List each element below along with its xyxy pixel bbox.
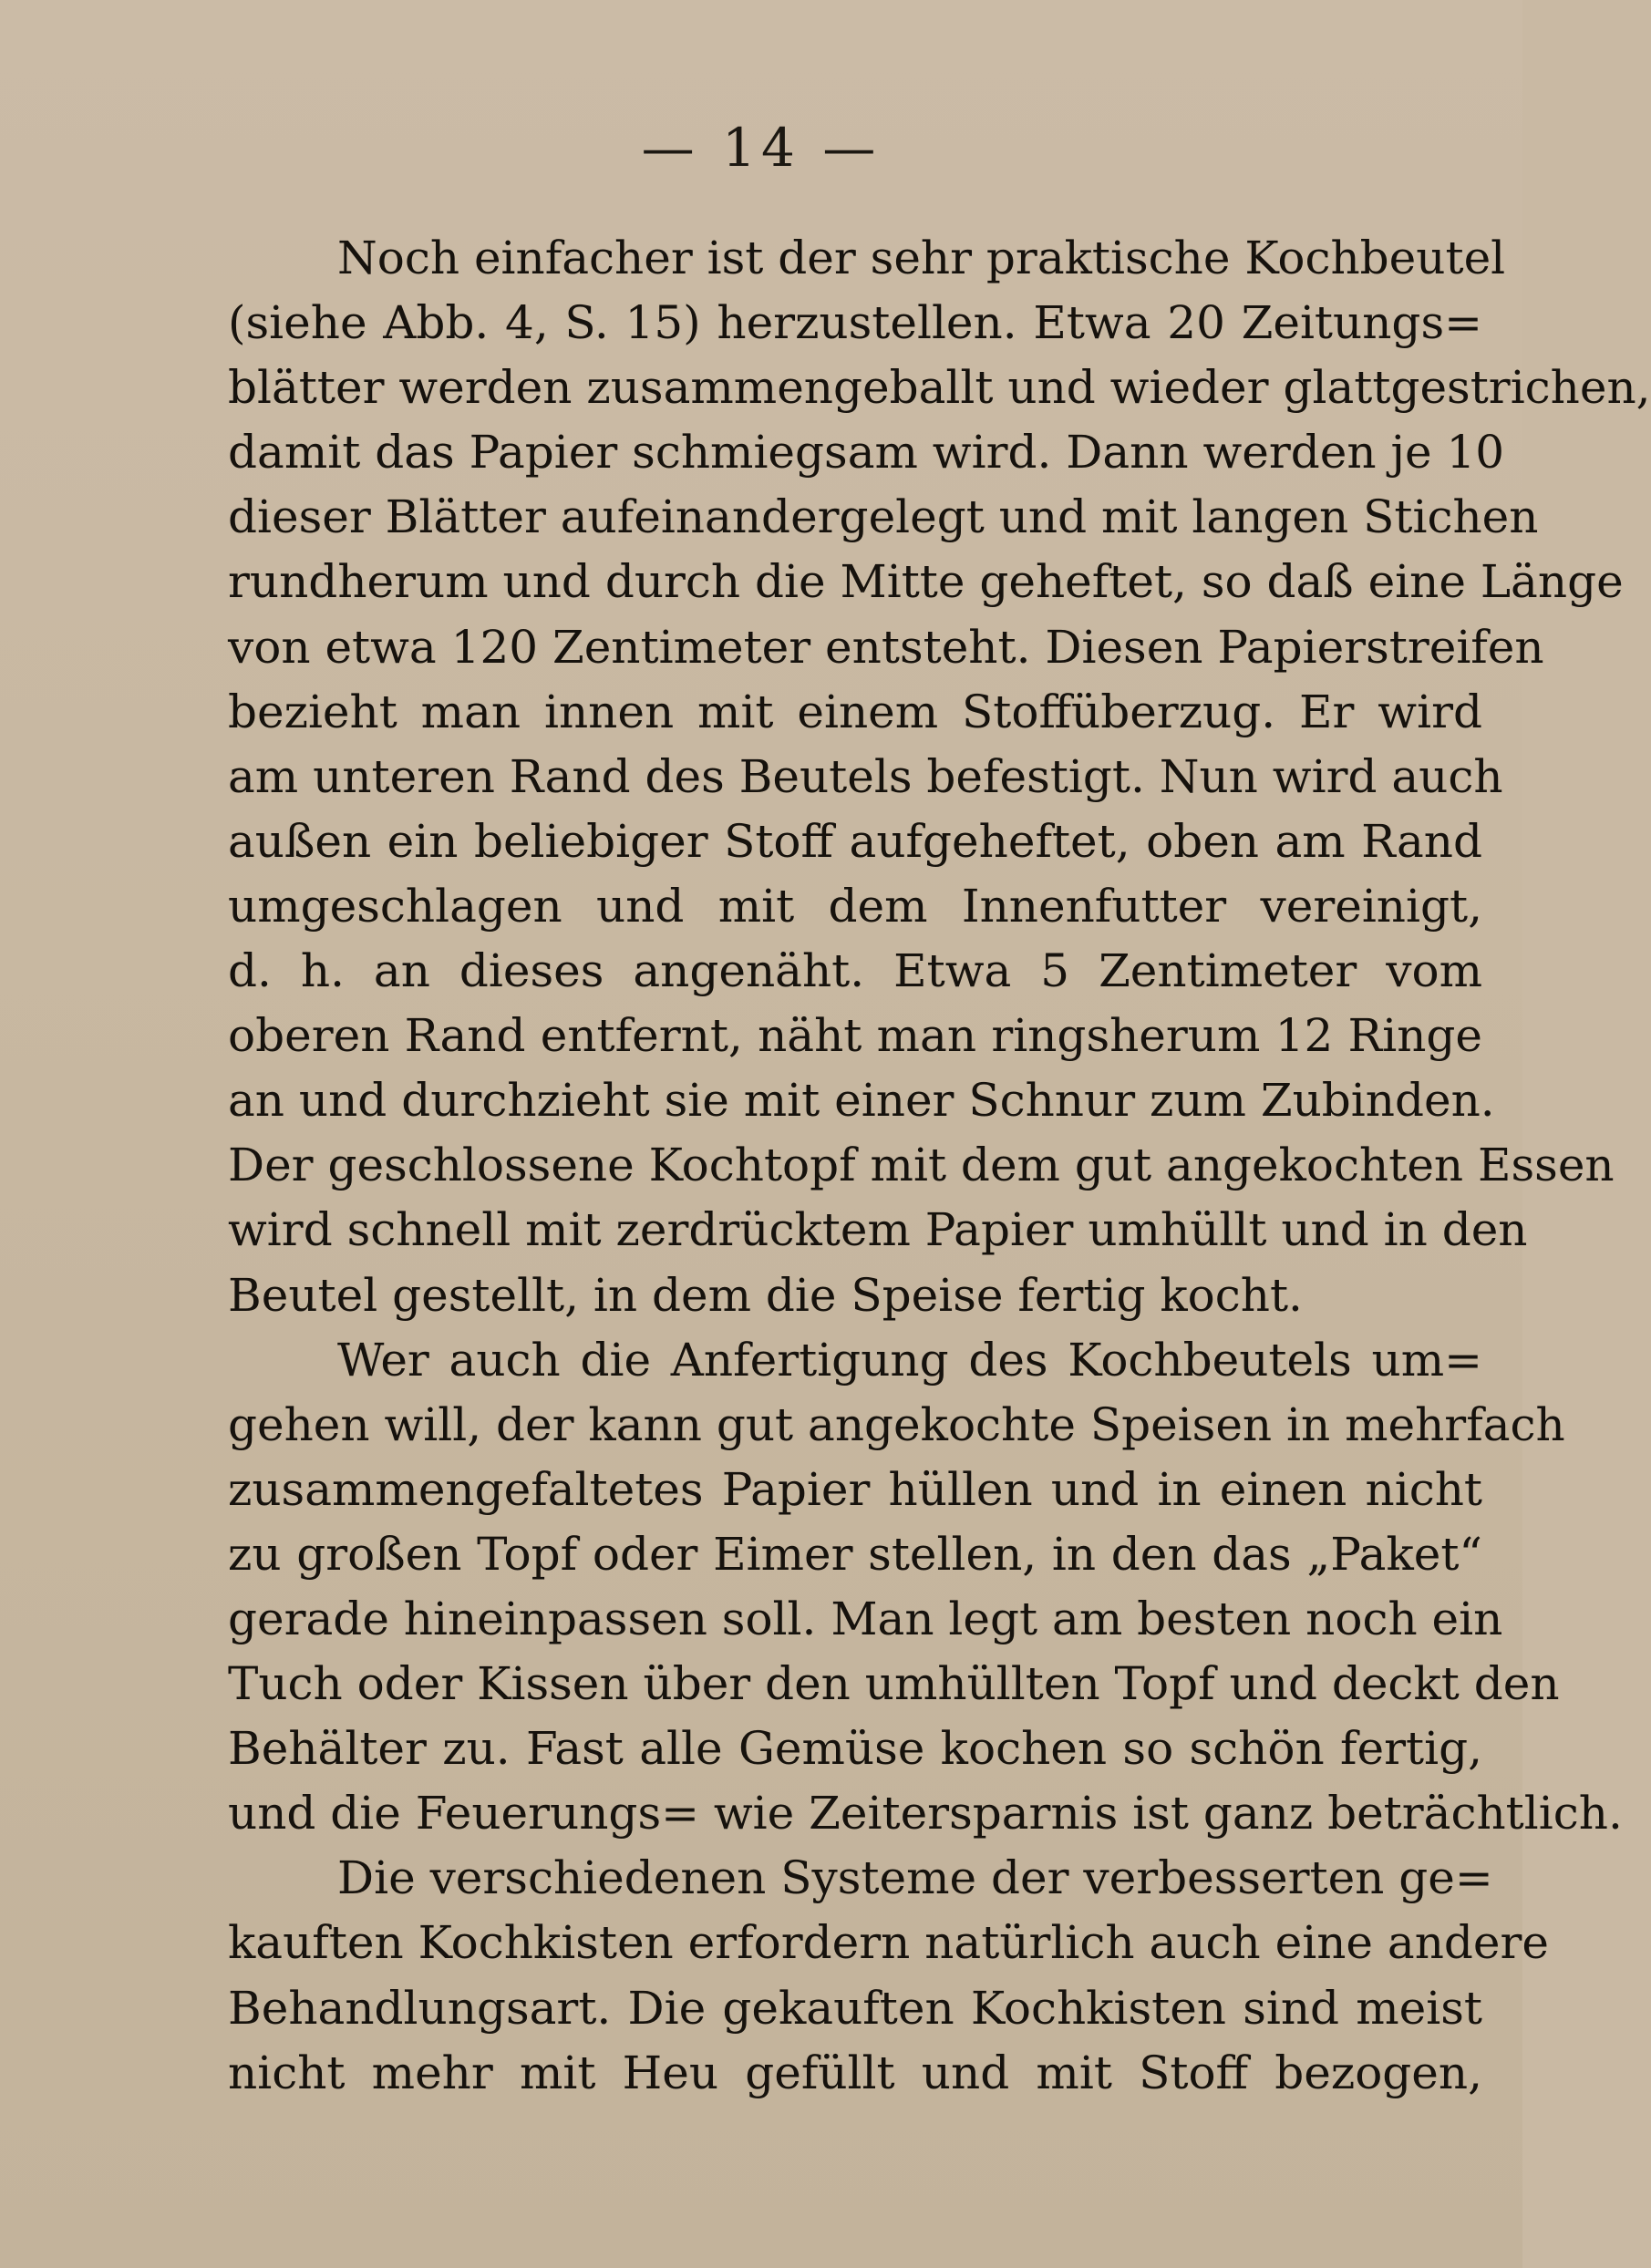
text-line: an und durchzieht sie mit einer Schnur zum Zubinden. xyxy=(228,1074,1495,1128)
text-line: kauften Kochkisten erfordern natürlich auch eine andere xyxy=(228,1916,1549,1970)
text-line: Behälter zu. Fast alle Gemüse kochen so schön fertig, xyxy=(228,1722,1482,1776)
body-text xyxy=(228,226,1651,2106)
text-line: zu großen Topf oder Eimer stellen, in den das „Paket“ xyxy=(228,1527,1482,1581)
text-line: blätter werden zusammengeballt und wieder glattgestrichen, xyxy=(228,361,1651,415)
text-line: Die verschiedenen Systeme der verbesserten ge= xyxy=(337,1851,1493,1905)
text-line: wird schnell mit zerdrücktem Papier umhüllt und in den xyxy=(228,1203,1528,1257)
text-line: zusammengefaltetes Papier hüllen und in einen nicht xyxy=(228,1462,1482,1516)
page-number: — 14 — xyxy=(641,117,882,179)
text-line: Behandlungsart. Die gekauften Kochkisten sind meist xyxy=(228,1981,1482,2035)
text-line: Noch einfacher ist der sehr praktische Kochbeutel xyxy=(337,232,1506,284)
text-line: gehen will, der kann gut angekochte Speisen in mehrfach xyxy=(228,1397,1565,1451)
text-line: (siehe Abb. 4, S. 15) herzustellen. Etwa 20 Zeitungs= xyxy=(228,296,1482,350)
text-line: nicht mehr mit Heu gefüllt und mit Stoff bezogen, xyxy=(228,2046,1482,2099)
text-line: von etwa 120 Zentimeter entsteht. Diesen Papierstreifen xyxy=(228,620,1544,674)
text-line: oberen Rand entfernt, näht man ringsherum 12 Ringe xyxy=(228,1009,1482,1063)
text-line: Tuch oder Kissen über den umhüllten Topf und deckt den xyxy=(228,1657,1560,1711)
text-line: und die Feuerungs= wie Zeitersparnis ist ganz beträchtlich. xyxy=(228,1787,1623,1840)
text-line: umgeschlagen und mit dem Innenfutter vereinigt, xyxy=(228,879,1482,933)
text-line: Der geschlossene Kochtopf mit dem gut angekochten Essen xyxy=(228,1139,1615,1192)
text-line: am unteren Rand des Beutels befestigt. Nun wird auch xyxy=(228,749,1503,803)
text-line: Wer auch die Anfertigung des Kochbeutels um= xyxy=(337,1333,1482,1387)
text-line: d. h. an dieses angenäht. Etwa 5 Zentimeter vom xyxy=(228,944,1482,998)
text-line: dieser Blätter aufeinandergelegt und mit langen Stichen xyxy=(228,490,1539,544)
text-line: bezieht man innen mit einem Stoffüberzug. Er wird xyxy=(228,685,1482,738)
text-line: damit das Papier schmiegsam wird. Dann werden je 10 xyxy=(228,426,1505,479)
text-line: rundherum und durch die Mitte geheftet, so daß eine Länge xyxy=(228,555,1624,609)
text-line: außen ein beliebiger Stoff aufgeheftet, oben am Rand xyxy=(228,814,1482,868)
text-line: gerade hineinpassen soll. Man legt am besten noch ein xyxy=(228,1592,1503,1645)
text-line: Beutel gestellt, in dem die Speise fertig kocht. xyxy=(228,1268,1303,1322)
